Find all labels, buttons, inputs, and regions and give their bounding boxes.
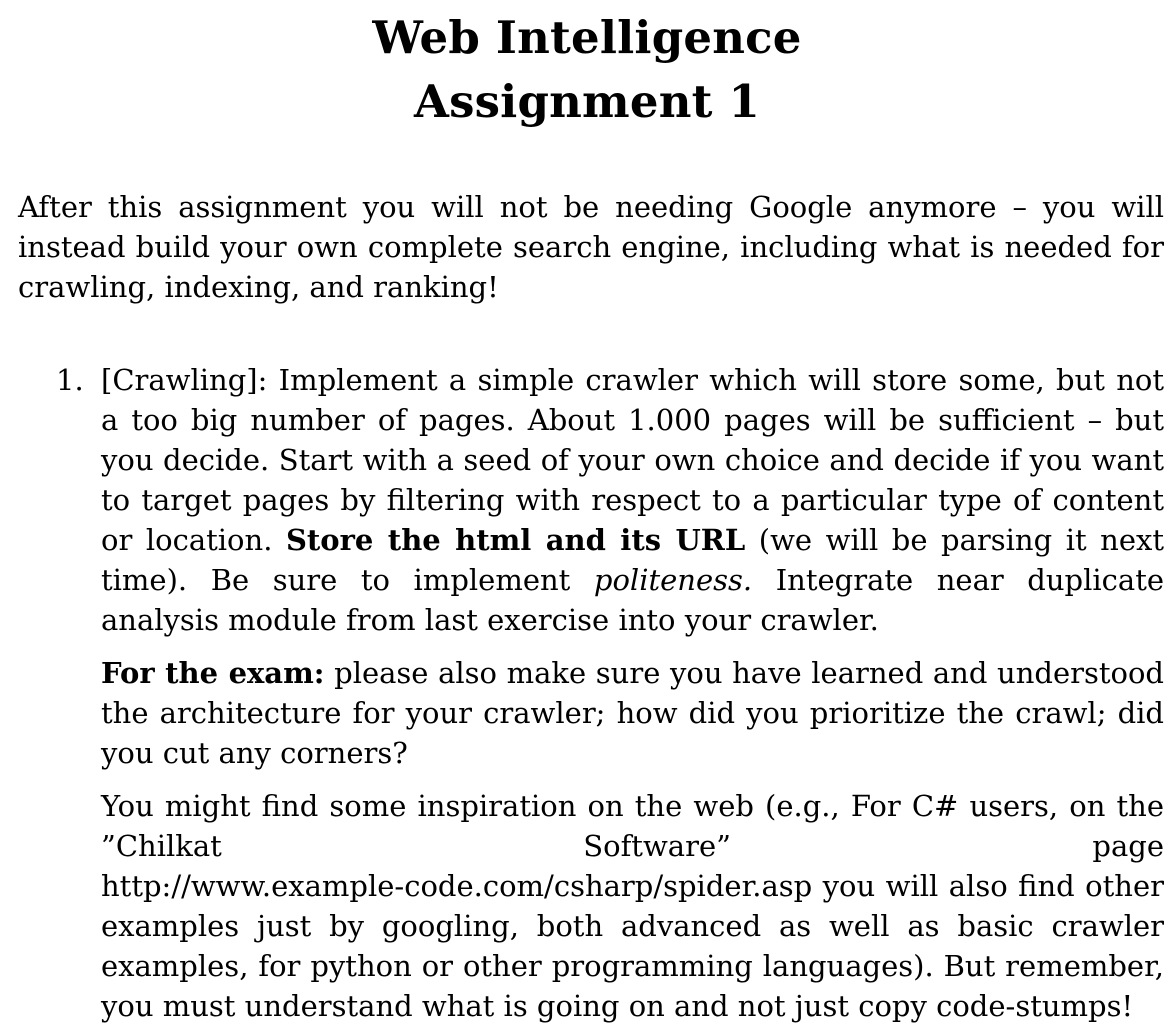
list-item-number: 1. [56, 363, 84, 397]
store-html-emphasis: Store the html and its URL [285, 523, 746, 557]
list-item [56, 360, 1165, 1026]
inspiration-text-end: you will also find other examples just by googling, both advanced as well as basic crawler examples, for python or other programming languages). But remember, you must understand what is going on and not just copy code-stumps! [101, 869, 1164, 1023]
politeness-emphasis: politeness. [593, 563, 753, 597]
inspiration-text: You might find some inspiration on the web (e.g., For C# users, on the ”Chilkat Software” page [101, 789, 1164, 863]
exam-label: For the exam: [101, 656, 325, 690]
crawling-paragraph [101, 360, 1164, 640]
exam-text: please also make sure you have learned and understood the architecture for your crawler; how did you prioritize the crawl; did you cut any corners? [101, 656, 1164, 770]
intro-paragraph: After this assignment you will not be needing Google anymore – you will instead build your own complete search engine, including what is needed for crawling, indexing, and ranking! [18, 190, 1164, 304]
crawling-text-end: Integrate near duplicate analysis module from last exercise into your crawler. [101, 563, 1165, 637]
crawling-text: [Crawling]: Implement a simple crawler which will store some, but not a too big number of pages. About 1.000 pages will be sufficient – but you decide. Start with a seed of your own choice and decide if you want to target pages by filtering with respect to a particular type of content or location. [101, 363, 1164, 557]
exam-paragraph [101, 653, 1164, 773]
document-title [0, 6, 1174, 134]
title-line-1: Web Intelligence [372, 11, 802, 64]
title-line-2: Assignment 1 [414, 75, 760, 128]
inspiration-paragraph [101, 786, 1164, 1026]
example-code-link[interactable]: http://www.example-code.com/csharp/spider.asp [101, 869, 813, 903]
crawling-text-continued: (we will be parsing it next time). Be sure to implement [101, 523, 1165, 597]
